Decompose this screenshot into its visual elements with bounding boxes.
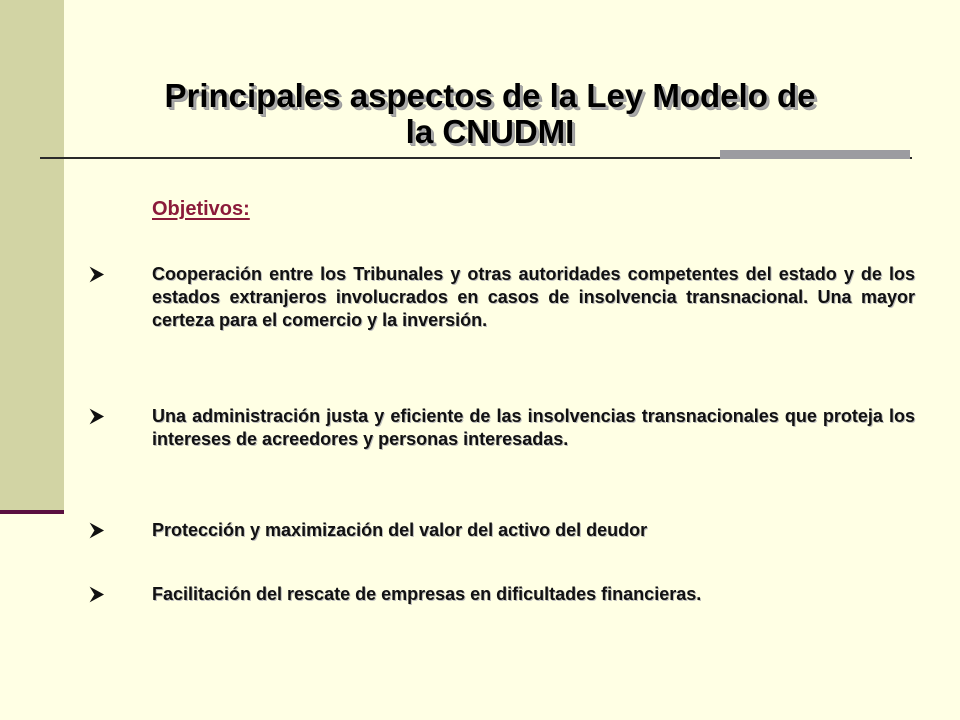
- section-subtitle: Objetivos:: [152, 198, 250, 220]
- bullet-text: Protección y maximización del valor del activo del deudor: [152, 520, 648, 540]
- bullet-item: [88, 405, 915, 451]
- arrow-bullet-icon: [88, 405, 108, 428]
- arrow-bullet-icon: [88, 263, 108, 286]
- bullet-item: [88, 583, 915, 606]
- bullet-text: Una administración justa y eficiente de las insolvencias transnacionales que proteja los intereses de acreedores y personas interesadas.: [152, 406, 915, 449]
- slide-title: Principales aspectos de la Ley Modelo de la CNUDMI: [164, 77, 816, 150]
- left-decorative-band: [0, 0, 64, 512]
- bullet-text: Facilitación del rescate de empresas en dificultades financieras.: [152, 584, 702, 604]
- title-rule-accent-block: [720, 150, 910, 159]
- bullet-item: [88, 519, 915, 542]
- bullet-item: [88, 263, 915, 332]
- left-band-accent-line: [0, 510, 64, 514]
- arrow-bullet-icon: [88, 519, 108, 542]
- arrow-bullet-icon: [88, 583, 108, 606]
- bullet-text: Cooperación entre los Tribunales y otras autoridades competentes del estado y de los estados extranjeros involucrados en casos de insolvencia transnacional. Una mayor certeza para el comercio y la inversión.: [152, 264, 915, 330]
